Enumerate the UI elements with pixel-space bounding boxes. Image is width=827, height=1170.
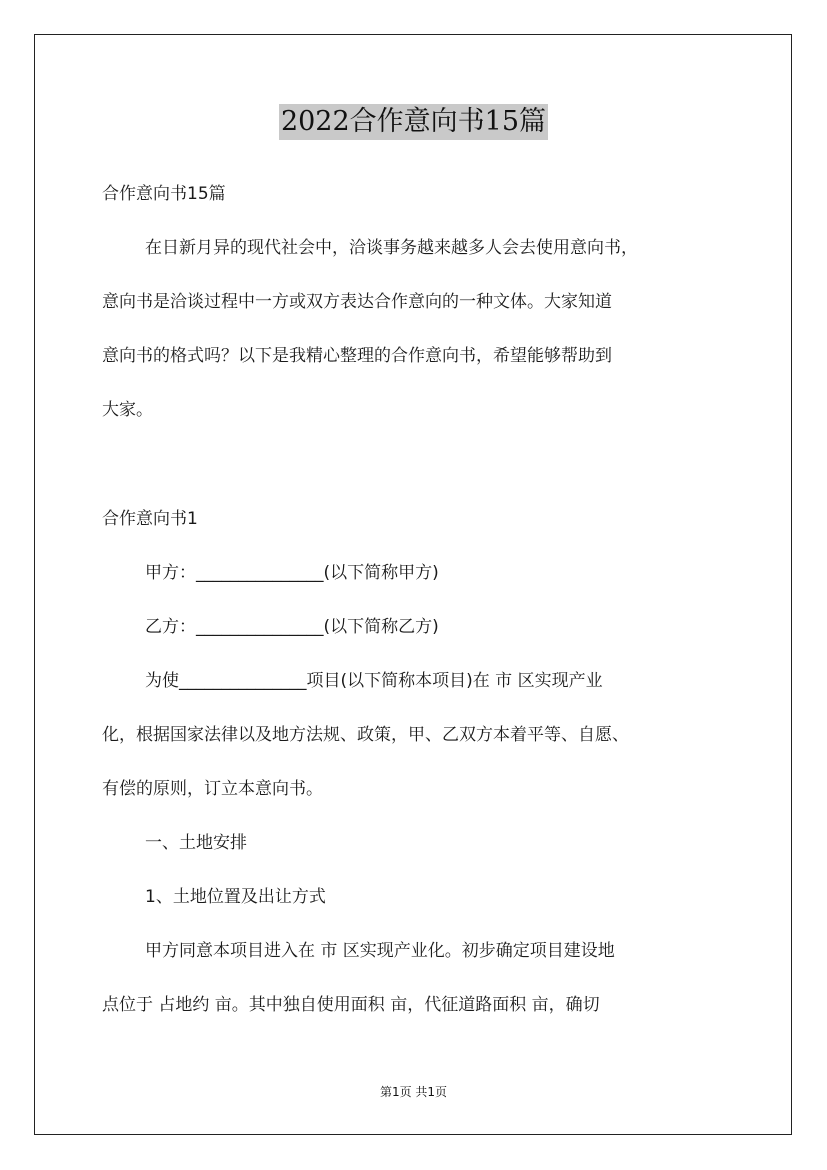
- paragraph-line: 为使_______________项目(以下简称本项目)在 市 区实现产业: [145, 671, 603, 691]
- subclause-heading: 1、土地位置及出让方式: [145, 887, 326, 907]
- party-a-line: 甲方：_______________(以下简称甲方): [145, 563, 439, 583]
- section-heading: 合作意向书1: [102, 509, 198, 529]
- paragraph-line: 点位于 占地约 亩。其中独自使用面积 亩，代征道路面积 亩，确切: [102, 995, 600, 1015]
- paragraph-line: 大家。: [102, 400, 153, 420]
- paragraph-line: 意向书的格式吗？以下是我精心整理的合作意向书，希望能够帮助到: [102, 346, 612, 366]
- clause-heading: 一、土地安排: [145, 833, 247, 853]
- party-b-line: 乙方：_______________(以下简称乙方): [145, 617, 439, 637]
- paragraph-line: 化，根据国家法律以及地方法规、政策，甲、乙双方本着平等、自愿、: [102, 725, 629, 745]
- page-footer: 第1页 共1页: [379, 1085, 448, 1099]
- title-container: [0, 104, 827, 140]
- paragraph-line: 意向书是洽谈过程中一方或双方表达合作意向的一种文体。大家知道: [102, 292, 612, 312]
- paragraph-line: 在日新月异的现代社会中，洽谈事务越来越多人会去使用意向书，: [145, 238, 638, 258]
- paragraph-line: 甲方同意本项目进入在 市 区实现产业化。初步确定项目建设地: [145, 941, 615, 961]
- paragraph-line: 有偿的原则，订立本意向书。: [102, 779, 323, 799]
- document-title: 2022合作意向书15篇: [279, 104, 548, 140]
- subtitle-line: 合作意向书15篇: [102, 184, 226, 204]
